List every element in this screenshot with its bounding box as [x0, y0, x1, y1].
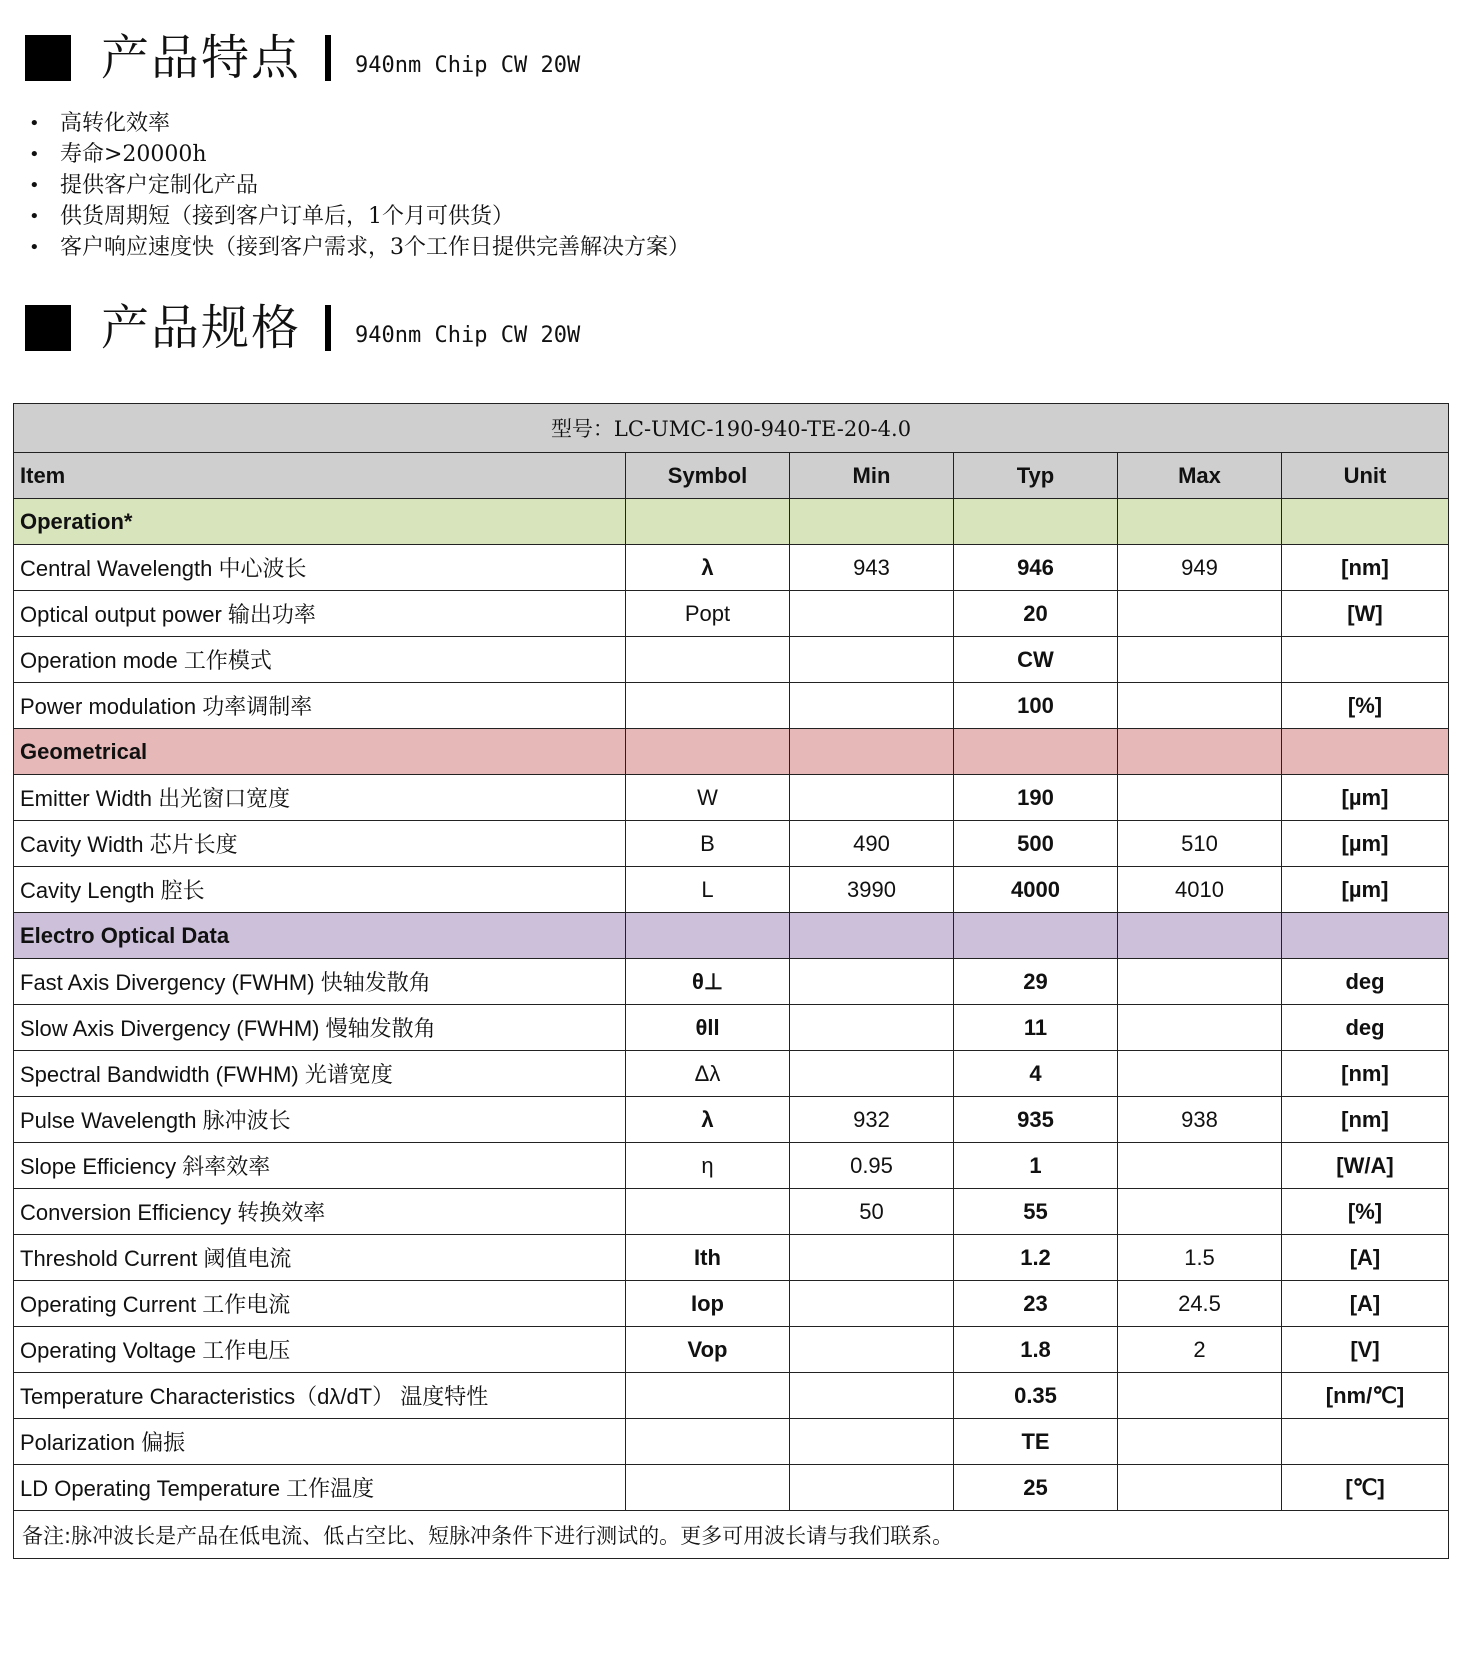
cell-unit: [℃] [1282, 1465, 1449, 1511]
table-note: 备注:脉冲波长是产品在低电流、低占空比、短脉冲条件下进行测试的。更多可用波长请与我们联系。 [14, 1511, 1449, 1559]
table-row [14, 1097, 1449, 1143]
feature-text: 提供客户定制化产品 [60, 173, 259, 198]
section-cell [790, 729, 954, 775]
section-cell [954, 913, 1118, 959]
cell-unit: [nm] [1282, 1051, 1449, 1097]
col-header-typ: Typ [954, 453, 1118, 499]
cell-typ: 4 [954, 1051, 1118, 1097]
cell-unit: [W/A] [1282, 1143, 1449, 1189]
table-row [14, 775, 1449, 821]
cell-typ: 1.8 [954, 1327, 1118, 1373]
cell-min: 0.95 [790, 1143, 954, 1189]
cell-unit: [µm] [1282, 867, 1449, 913]
cell-symbol [626, 683, 790, 729]
feature-text: 高转化效率 [60, 111, 171, 136]
cell-max: 949 [1118, 545, 1282, 591]
cell-item: Fast Axis Divergency (FWHM) 快轴发散角 [14, 959, 626, 1005]
cell-min [790, 683, 954, 729]
table-row [14, 1281, 1449, 1327]
table-row [14, 1327, 1449, 1373]
table-row [14, 867, 1449, 913]
cell-symbol: Iop [626, 1281, 790, 1327]
section-cell [790, 913, 954, 959]
cell-symbol: Popt [626, 591, 790, 637]
cell-max [1118, 1373, 1282, 1419]
cell-max [1118, 1419, 1282, 1465]
col-header-unit: Unit [1282, 453, 1449, 499]
cell-max [1118, 959, 1282, 1005]
cell-min [790, 1327, 954, 1373]
cell-min [790, 775, 954, 821]
cell-max [1118, 1465, 1282, 1511]
cell-min: 490 [790, 821, 954, 867]
table-row [14, 1189, 1449, 1235]
cell-unit: [µm] [1282, 775, 1449, 821]
bullet-icon: • [29, 144, 40, 165]
cell-typ: 55 [954, 1189, 1118, 1235]
section-cell [1282, 913, 1449, 959]
cell-typ: 946 [954, 545, 1118, 591]
cell-symbol: λ [626, 1097, 790, 1143]
section-row [14, 499, 1449, 545]
cell-typ: 1 [954, 1143, 1118, 1189]
heading-square-icon [25, 305, 71, 351]
cell-unit: [%] [1282, 683, 1449, 729]
cell-symbol: Vop [626, 1327, 790, 1373]
cell-max: 938 [1118, 1097, 1282, 1143]
feature-text: 供货周期短（接到客户订单后，1个月可供货） [60, 204, 514, 229]
cell-min [790, 1419, 954, 1465]
table-row [14, 1235, 1449, 1281]
cell-typ: 0.35 [954, 1373, 1118, 1419]
spec-title: 产品规格 [101, 300, 302, 356]
note-row [14, 1511, 1449, 1559]
heading-divider [325, 35, 331, 81]
bullet-icon: • [29, 206, 40, 227]
cell-typ: 935 [954, 1097, 1118, 1143]
section-cell [1118, 913, 1282, 959]
section-cell [626, 913, 790, 959]
cell-symbol [626, 1465, 790, 1511]
cell-item: Threshold Current 阈值电流 [14, 1235, 626, 1281]
cell-min: 50 [790, 1189, 954, 1235]
heading-divider [325, 305, 331, 351]
section-label: Geometrical [14, 729, 626, 775]
feature-item [25, 170, 690, 201]
table-row [14, 1143, 1449, 1189]
cell-item: Operation mode 工作模式 [14, 637, 626, 683]
spec-heading [25, 300, 580, 356]
cell-item: Optical output power 输出功率 [14, 591, 626, 637]
cell-min [790, 1235, 954, 1281]
cell-item: Temperature Characteristics（dλ/dT） 温度特性 [14, 1373, 626, 1419]
cell-unit: [W] [1282, 591, 1449, 637]
bullet-icon: • [29, 113, 40, 134]
section-cell [790, 499, 954, 545]
cell-item: Slope Efficiency 斜率效率 [14, 1143, 626, 1189]
cell-item: Operating Current 工作电流 [14, 1281, 626, 1327]
table-row [14, 821, 1449, 867]
table-row [14, 591, 1449, 637]
cell-min [790, 1005, 954, 1051]
cell-max [1118, 1189, 1282, 1235]
feature-item [25, 139, 690, 170]
cell-symbol: λ [626, 545, 790, 591]
spec-subtitle: 940nm Chip CW 20W [355, 322, 581, 348]
section-label: Operation* [14, 499, 626, 545]
cell-min [790, 1281, 954, 1327]
cell-typ: 25 [954, 1465, 1118, 1511]
cell-max [1118, 637, 1282, 683]
section-cell [954, 499, 1118, 545]
feature-item [25, 201, 690, 232]
cell-symbol: L [626, 867, 790, 913]
table-row [14, 1465, 1449, 1511]
bullet-icon: • [29, 237, 40, 258]
model-number: 型号：LC-UMC-190-940-TE-20-4.0 [14, 404, 1449, 453]
cell-min [790, 637, 954, 683]
cell-unit [1282, 1419, 1449, 1465]
cell-item: LD Operating Temperature 工作温度 [14, 1465, 626, 1511]
cell-unit: [nm] [1282, 545, 1449, 591]
cell-min: 932 [790, 1097, 954, 1143]
section-cell [1118, 729, 1282, 775]
cell-max: 510 [1118, 821, 1282, 867]
bullet-icon: • [29, 175, 40, 196]
cell-symbol [626, 1189, 790, 1235]
cell-typ: 1.2 [954, 1235, 1118, 1281]
cell-unit: deg [1282, 1005, 1449, 1051]
feature-item [25, 108, 690, 139]
cell-item: Cavity Width 芯片长度 [14, 821, 626, 867]
features-subtitle: 940nm Chip CW 20W [355, 52, 581, 78]
cell-max [1118, 591, 1282, 637]
cell-unit: [%] [1282, 1189, 1449, 1235]
cell-typ: CW [954, 637, 1118, 683]
table-row [14, 1051, 1449, 1097]
cell-symbol: B [626, 821, 790, 867]
header-row [14, 453, 1449, 499]
cell-symbol: θ⊥ [626, 959, 790, 1005]
feature-text: 客户响应速度快（接到客户需求，3个工作日提供完善解决方案） [60, 235, 690, 260]
cell-max: 4010 [1118, 867, 1282, 913]
cell-max: 24.5 [1118, 1281, 1282, 1327]
cell-max [1118, 1051, 1282, 1097]
features-heading [25, 30, 580, 86]
cell-typ: 29 [954, 959, 1118, 1005]
cell-item: Cavity Length 腔长 [14, 867, 626, 913]
cell-min [790, 1051, 954, 1097]
cell-min [790, 959, 954, 1005]
cell-item: Slow Axis Divergency (FWHM) 慢轴发散角 [14, 1005, 626, 1051]
col-header-symbol: Symbol [626, 453, 790, 499]
cell-unit: [nm] [1282, 1097, 1449, 1143]
table-row [14, 637, 1449, 683]
cell-min [790, 1465, 954, 1511]
cell-unit: [V] [1282, 1327, 1449, 1373]
cell-symbol: η [626, 1143, 790, 1189]
cell-min [790, 1373, 954, 1419]
cell-max [1118, 1143, 1282, 1189]
section-cell [626, 499, 790, 545]
cell-item: Emitter Width 出光窗口宽度 [14, 775, 626, 821]
section-cell [1282, 729, 1449, 775]
features-title: 产品特点 [101, 30, 302, 86]
cell-max: 1.5 [1118, 1235, 1282, 1281]
cell-symbol: W [626, 775, 790, 821]
cell-symbol [626, 1419, 790, 1465]
section-label: Electro Optical Data [14, 913, 626, 959]
cell-item: Operating Voltage 工作电压 [14, 1327, 626, 1373]
cell-item: Pulse Wavelength 脉冲波长 [14, 1097, 626, 1143]
table-row [14, 683, 1449, 729]
section-cell [1282, 499, 1449, 545]
cell-item: Central Wavelength 中心波长 [14, 545, 626, 591]
col-header-item: Item [14, 453, 626, 499]
section-cell [954, 729, 1118, 775]
col-header-max: Max [1118, 453, 1282, 499]
cell-min: 3990 [790, 867, 954, 913]
cell-typ: 4000 [954, 867, 1118, 913]
feature-item [25, 232, 690, 263]
cell-min: 943 [790, 545, 954, 591]
cell-typ: TE [954, 1419, 1118, 1465]
cell-max [1118, 775, 1282, 821]
cell-unit [1282, 637, 1449, 683]
cell-unit: [µm] [1282, 821, 1449, 867]
cell-unit: deg [1282, 959, 1449, 1005]
cell-symbol: Δλ [626, 1051, 790, 1097]
feature-text: 寿命>20000h [60, 142, 207, 167]
section-cell [1118, 499, 1282, 545]
cell-typ: 11 [954, 1005, 1118, 1051]
section-row [14, 729, 1449, 775]
cell-typ: 190 [954, 775, 1118, 821]
cell-item: Spectral Bandwidth (FWHM) 光谱宽度 [14, 1051, 626, 1097]
features-list [25, 108, 690, 263]
table-row [14, 545, 1449, 591]
table-row [14, 1373, 1449, 1419]
cell-item: Polarization 偏振 [14, 1419, 626, 1465]
cell-typ: 20 [954, 591, 1118, 637]
cell-item: Conversion Efficiency 转换效率 [14, 1189, 626, 1235]
table-row [14, 959, 1449, 1005]
spec-table [13, 403, 1449, 1559]
section-row [14, 913, 1449, 959]
cell-unit: [A] [1282, 1281, 1449, 1327]
cell-typ: 23 [954, 1281, 1118, 1327]
cell-item: Power modulation 功率调制率 [14, 683, 626, 729]
heading-square-icon [25, 35, 71, 81]
cell-unit: [nm/℃] [1282, 1373, 1449, 1419]
cell-min [790, 591, 954, 637]
cell-max: 2 [1118, 1327, 1282, 1373]
col-header-min: Min [790, 453, 954, 499]
cell-unit: [A] [1282, 1235, 1449, 1281]
cell-symbol [626, 637, 790, 683]
cell-symbol [626, 1373, 790, 1419]
cell-typ: 100 [954, 683, 1118, 729]
cell-typ: 500 [954, 821, 1118, 867]
cell-symbol: Ith [626, 1235, 790, 1281]
table-row [14, 1419, 1449, 1465]
cell-max [1118, 683, 1282, 729]
cell-max [1118, 1005, 1282, 1051]
cell-symbol: θll [626, 1005, 790, 1051]
table-row [14, 1005, 1449, 1051]
section-cell [626, 729, 790, 775]
